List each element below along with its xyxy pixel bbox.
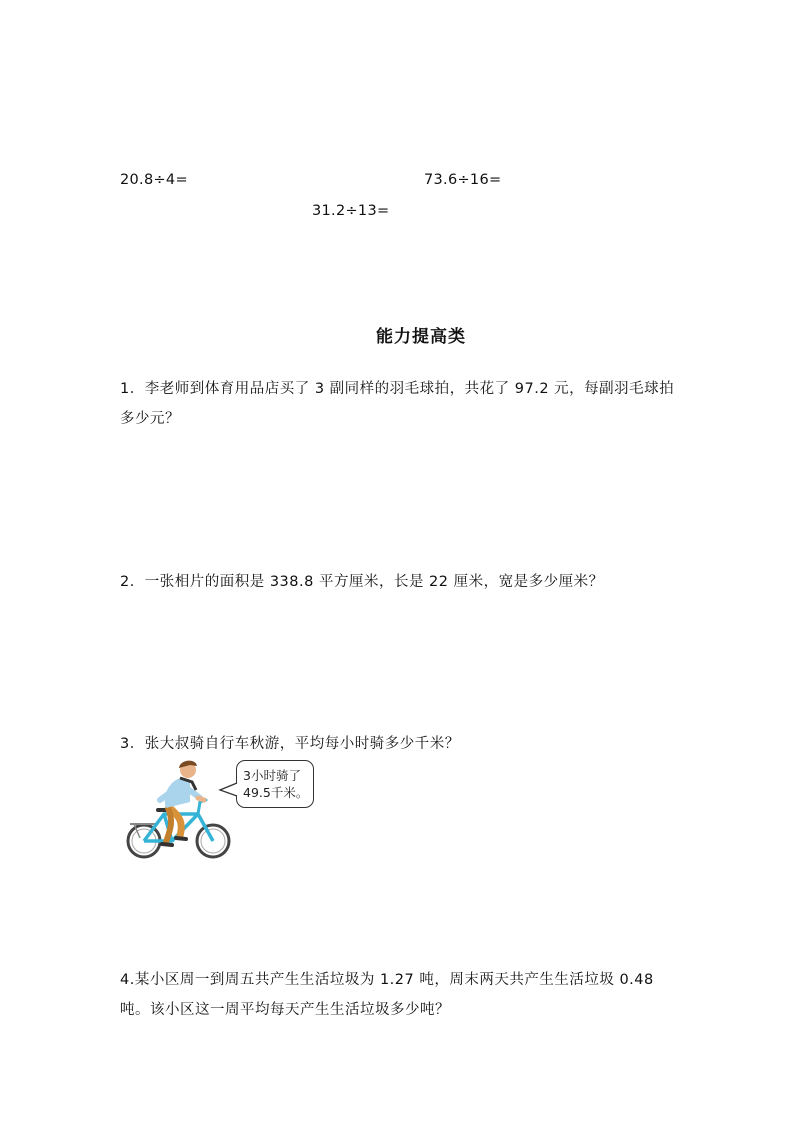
question-4: 4.某小区周一到周五共产生生活垃圾为 1.27 吨，周末两天共产生生活垃圾 0.48 吨。该小区这一周平均每天产生生活垃圾多少吨？: [120, 972, 654, 1018]
equation-2: 73.6÷16=: [424, 172, 502, 188]
question-1: 1．李老师到体育用品店买了 3 副同样的羽毛球拍，共花了 97.2 元，每副羽毛球拍多少元？: [120, 381, 675, 427]
cyclist-illustration: [120, 758, 235, 860]
question-2: 2．一张相片的面积是 338.8 平方厘米，长是 22 厘米，宽是多少厘米？: [120, 574, 604, 590]
equation-1: 20.8÷4=: [120, 172, 188, 188]
section-title: 能力提高类: [376, 327, 466, 347]
question-3: 3．张大叔骑自行车秋游，平均每小时骑多少千米？: [120, 736, 460, 752]
bubble-line-1: 3小时骑了: [243, 768, 301, 783]
bubble-line-2: 49.5千米。: [243, 785, 309, 800]
equation-3: 31.2÷13=: [312, 203, 390, 219]
speech-bubble-tail: [218, 782, 238, 798]
